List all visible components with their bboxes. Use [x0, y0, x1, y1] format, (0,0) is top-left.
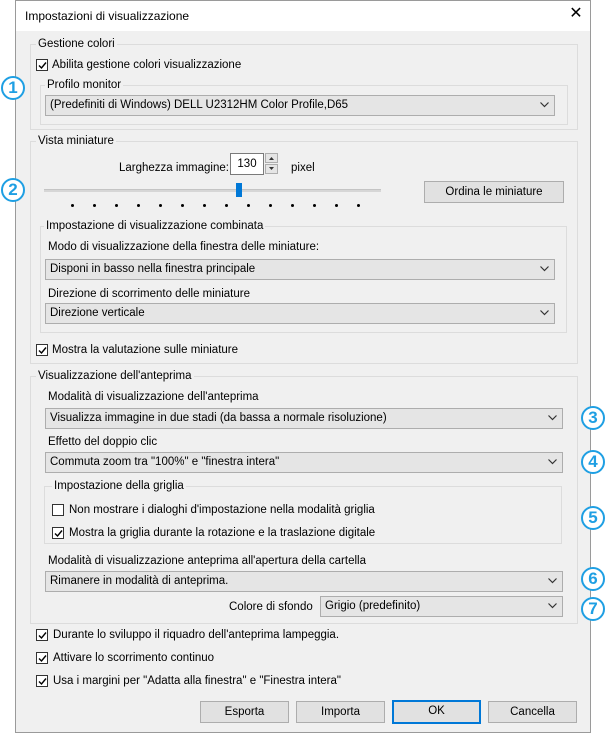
preview-mode-select[interactable]	[45, 408, 563, 429]
combined-view-label: Impostazione di visualizzazione combinata	[46, 220, 264, 232]
ok-button[interactable]: OK	[392, 700, 481, 724]
blink-preview-label: Durante lo sviluppo il riquadro dell'anteprima lampeggia.	[53, 629, 340, 641]
continuous-scroll-checkbox[interactable]	[36, 652, 48, 664]
slider-tick	[115, 204, 118, 207]
scroll-direction-label: Direzione di scorrimento delle miniature	[48, 288, 250, 300]
slider-tick	[93, 204, 96, 207]
background-color-select[interactable]	[320, 596, 563, 617]
preview-label: Visualizzazione dell'anteprima	[38, 370, 192, 382]
slider-tick	[313, 204, 316, 207]
callout-badge: 5	[581, 506, 605, 530]
slider-tick	[71, 204, 74, 207]
slider-tick	[291, 204, 294, 207]
double-click-label: Effetto del doppio clic	[48, 436, 158, 448]
monitor-profile-select[interactable]	[45, 95, 555, 116]
slider-tick	[357, 204, 360, 207]
enable-color-management-label: Abilita gestione colori visualizzazione	[52, 59, 242, 71]
scroll-direction-select[interactable]	[45, 303, 555, 324]
chevron-down-icon	[548, 603, 557, 609]
chevron-up-icon	[266, 154, 277, 162]
continuous-scroll-label: Attivare lo scorrimento continuo	[53, 652, 215, 664]
background-color-label: Colore di sfondo	[229, 601, 313, 613]
show-rating-label: Mostra la valutazione sulle miniature	[52, 344, 239, 356]
open-folder-mode-select[interactable]	[45, 571, 563, 592]
slider-tick	[225, 204, 228, 207]
export-button[interactable]: Esporta	[200, 701, 289, 723]
chevron-down-icon	[548, 415, 557, 421]
preview-mode-label: Modalità di visualizzazione dell'anteprima	[48, 391, 259, 403]
slider-tick	[247, 204, 250, 207]
check-icon	[38, 631, 47, 640]
callout-badge: 3	[581, 406, 605, 430]
grid-no-dialog-checkbox[interactable]	[52, 504, 64, 516]
use-margins-checkbox[interactable]	[36, 675, 48, 687]
chevron-down-icon	[540, 266, 549, 272]
slider-tick	[203, 204, 206, 207]
check-icon	[38, 346, 47, 355]
import-button[interactable]: Importa	[296, 701, 385, 723]
chevron-down-icon	[540, 102, 549, 108]
callout-badge: 4	[581, 450, 605, 474]
thumbnail-mode-label: Modo di visualizzazione della finestra delle miniature:	[48, 241, 320, 253]
cancel-button[interactable]: Cancella	[488, 701, 577, 723]
check-icon	[38, 677, 47, 686]
thumbnail-size-slider-thumb[interactable]	[236, 183, 242, 197]
double-click-select[interactable]	[45, 452, 563, 473]
chevron-down-icon	[548, 459, 557, 465]
slider-tick	[181, 204, 184, 207]
check-icon	[38, 61, 47, 70]
width-decrease-button[interactable]	[265, 164, 278, 174]
image-width-label: Larghezza immagine:	[119, 162, 229, 174]
thumbnail-size-slider-track[interactable]	[44, 189, 381, 192]
show-rating-checkbox[interactable]	[36, 344, 48, 356]
image-width-unit: pixel	[291, 162, 315, 174]
open-folder-mode-label: Modalità di visualizzazione anteprima all'apertura della cartella	[48, 555, 366, 567]
grid-show-checkbox[interactable]	[52, 527, 64, 539]
chevron-down-icon	[266, 165, 277, 173]
grid-settings-label: Impostazione della griglia	[54, 480, 184, 492]
monitor-profile-value: (Predefiniti di Windows) DELL U2312HM Color Profile,D65	[50, 99, 349, 111]
callout-badge: 6	[581, 567, 605, 591]
callout-badge: 2	[1, 178, 25, 202]
grid-show-label: Mostra la griglia durante la rotazione e la traslazione digitale	[69, 527, 376, 539]
grid-no-dialog-label: Non mostrare i dialoghi d'impostazione nella modalità griglia	[69, 504, 375, 516]
slider-tick	[335, 204, 338, 207]
callout-badge: 1	[1, 76, 25, 100]
color-management-label: Gestione colori	[38, 38, 115, 50]
thumbnail-mode-select[interactable]	[45, 259, 555, 280]
width-increase-button[interactable]	[265, 153, 278, 163]
background-color-value: Grigio (predefinito)	[325, 600, 421, 612]
open-folder-mode-value: Rimanere in modalità di anteprima.	[50, 575, 229, 587]
blink-preview-checkbox[interactable]	[36, 629, 48, 641]
double-click-value: Commuta zoom tra "100%" e "finestra intera"	[50, 456, 280, 468]
use-margins-label: Usa i margini per "Adatta alla finestra" e "Finestra intera"	[53, 675, 341, 687]
thumbnail-mode-value: Disponi in basso nella finestra principale	[50, 263, 256, 275]
slider-tick	[137, 204, 140, 207]
preview-mode-value: Visualizza immagine in due stadi (da bassa a normale risoluzione)	[50, 412, 387, 424]
thumbnail-view-label: Vista miniature	[38, 135, 114, 147]
close-icon[interactable]: ✕	[569, 5, 583, 22]
sort-thumbnails-button[interactable]: Ordina le miniature	[424, 181, 564, 203]
chevron-down-icon	[540, 310, 549, 316]
enable-color-management-checkbox[interactable]	[36, 59, 48, 71]
check-icon	[38, 654, 47, 663]
image-width-input[interactable]: 130	[230, 153, 264, 175]
monitor-profile-label: Profilo monitor	[47, 79, 122, 91]
slider-tick	[269, 204, 272, 207]
dialog-title: Impostazioni di visualizzazione	[25, 9, 190, 23]
slider-tick	[159, 204, 162, 207]
chevron-down-icon	[548, 578, 557, 584]
scroll-direction-value: Direzione verticale	[50, 307, 145, 319]
check-icon	[54, 529, 63, 538]
callout-badge: 7	[581, 597, 605, 621]
